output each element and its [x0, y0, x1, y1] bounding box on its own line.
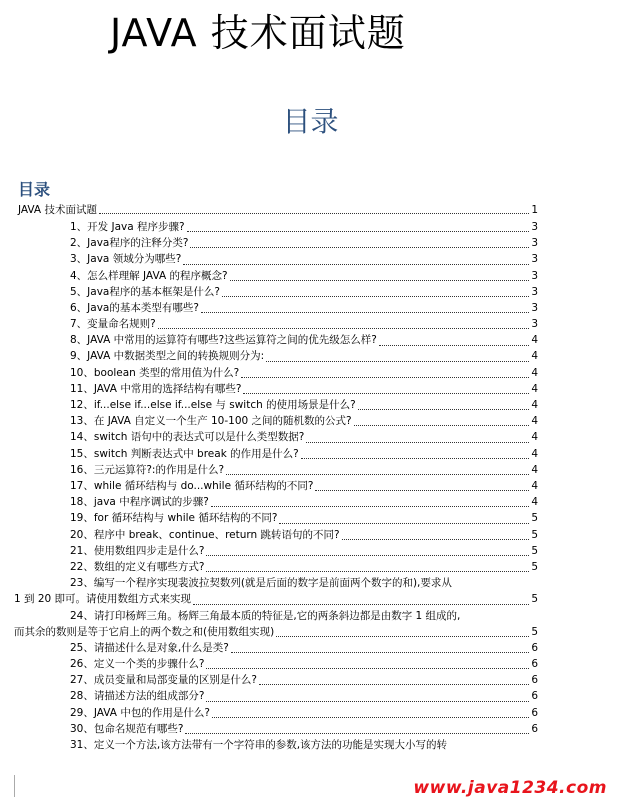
dot-leader — [231, 652, 530, 653]
dot-leader — [226, 474, 529, 475]
dot-leader — [306, 442, 529, 443]
toc-page-number: 4 — [531, 350, 538, 363]
dot-leader — [211, 506, 530, 507]
toc-entry-text: 15、switch 判断表达式中 break 的作用是什么? — [70, 447, 299, 460]
dot-leader — [187, 231, 530, 232]
toc-entry[interactable] — [70, 559, 538, 575]
toc-entry-text: 26、定义一个类的步骤什么? — [70, 658, 205, 671]
toc-entry-text-continued: 而其余的数则是等于它肩上的两个数之和(使用数组实现) — [14, 625, 275, 638]
toc-page-number: 4 — [531, 366, 538, 379]
toc-entry-text: 16、三元运算符?:的作用是什么? — [70, 463, 225, 476]
dot-leader — [222, 296, 529, 297]
toc-entry[interactable] — [70, 478, 538, 494]
dot-leader — [212, 717, 529, 718]
toc-entry-text: 24、请打印杨辉三角。杨辉三角最本质的特征是,它的两条斜边都是由数字 1 组成的, — [70, 609, 461, 622]
toc-entry-continuation — [14, 624, 538, 640]
dot-leader — [342, 539, 530, 540]
toc-entry-text: 27、成员变量和局部变量的区别是什么? — [70, 674, 257, 687]
dot-leader — [201, 312, 529, 313]
toc-page-number: 5 — [531, 625, 538, 638]
dot-leader — [266, 361, 529, 362]
dot-leader — [379, 345, 530, 346]
toc-entry[interactable] — [70, 284, 538, 300]
toc-entry-text: 31、定义一个方法,该方法带有一个字符串的参数,该方法的功能是实现大小写的转 — [70, 739, 448, 752]
toc-entry[interactable] — [70, 219, 538, 235]
dot-leader — [190, 247, 529, 248]
toc-page-number: 4 — [531, 431, 538, 444]
toc-entry-text: 9、JAVA 中数据类型之间的转换规则分为: — [70, 350, 265, 363]
toc-page-number: 5 — [531, 512, 538, 525]
dot-leader — [206, 571, 529, 572]
toc-entry-continuation — [14, 591, 538, 607]
dot-leader — [206, 701, 529, 702]
dot-leader — [301, 458, 530, 459]
toc-entry[interactable] — [70, 705, 538, 721]
toc-entry-text: 5、Java程序的基本框架是什么? — [70, 285, 220, 298]
toc-page-number: 6 — [531, 674, 538, 687]
toc-page-number: 4 — [531, 382, 538, 395]
document-title: JAVA 技术面试题 — [110, 11, 406, 55]
dot-leader — [185, 733, 529, 734]
toc-page-number: 6 — [531, 690, 538, 703]
toc-entry-text: 29、JAVA 中包的作用是什么? — [70, 706, 210, 719]
toc-entry[interactable] — [70, 365, 538, 381]
toc-entry-text: 23、编写一个程序实现裴波拉契数列(就是后面的数字是前面两个数字的和),要求从 — [70, 577, 452, 590]
toc-page-number: 4 — [531, 334, 538, 347]
toc-entry-text: 22、数组的定义有哪些方式? — [70, 560, 205, 573]
dot-leader — [206, 668, 529, 669]
toc-page-number: 3 — [531, 220, 538, 233]
toc-entry-text: 4、怎么样理解 JAVA 的程序概念? — [70, 269, 228, 282]
toc-entry[interactable] — [70, 349, 538, 365]
toc-entry-text: 25、请描述什么是对象,什么是类? — [70, 641, 229, 654]
toc-entry[interactable] — [70, 640, 538, 656]
dot-leader — [259, 684, 529, 685]
toc-entry-text-continued: 1 到 20 即可。请使用数组方式来实现 — [14, 593, 192, 606]
toc-page-number: 5 — [531, 544, 538, 557]
toc-page-number: 5 — [531, 593, 538, 606]
toc-entry[interactable] — [70, 429, 538, 445]
toc-entry-text: 20、程序中 break、continue、return 跳转语句的不同? — [70, 528, 340, 541]
dot-leader — [158, 328, 530, 329]
toc-entry-text: 3、Java 领域分为哪些? — [70, 253, 182, 266]
toc-entry[interactable] — [70, 510, 538, 526]
dot-leader — [276, 636, 529, 637]
toc-entry[interactable] — [70, 672, 538, 688]
toc-page-number: 3 — [531, 285, 538, 298]
toc-entry-text: 8、JAVA 中常用的运算符有哪些?这些运算符之间的优先级怎么样? — [70, 334, 377, 347]
toc-entry[interactable] — [14, 575, 538, 607]
toc-entry[interactable] — [70, 446, 538, 462]
toc-list — [14, 219, 538, 753]
toc-entry-text: 10、boolean 类型的常用值为什么? — [70, 366, 240, 379]
toc-page-number: 4 — [531, 415, 538, 428]
toc-title: 目录 — [282, 105, 339, 138]
toc-heading: 目录 — [18, 180, 51, 199]
toc-page-number: 5 — [531, 528, 538, 541]
dot-leader — [279, 523, 529, 524]
toc-page-number: 3 — [531, 269, 538, 282]
dot-leader — [243, 393, 529, 394]
toc-entry-text: 28、请描述方法的组成部分? — [70, 690, 205, 703]
dot-leader — [241, 377, 529, 378]
dot-leader — [193, 604, 529, 605]
toc-page-number: 4 — [531, 496, 538, 509]
dot-leader — [315, 490, 529, 491]
toc-entry-text: JAVA 技术面试题 — [18, 204, 97, 216]
toc-entry[interactable] — [70, 235, 538, 251]
toc-page-number: 6 — [531, 706, 538, 719]
toc-entry-text: 12、if...else if...else if...else 与 switch 的使用场景是什么? — [70, 399, 356, 412]
toc-entry[interactable] — [70, 688, 538, 704]
margin-mark — [14, 775, 15, 797]
toc-page-number: 3 — [531, 237, 538, 250]
dot-leader — [230, 280, 530, 281]
toc-entry-text: 18、java 中程序调试的步骤? — [70, 496, 209, 509]
toc-entry[interactable] — [70, 251, 538, 267]
toc-page-number: 6 — [531, 641, 538, 654]
toc-entry-text: 19、for 循环结构与 while 循环结构的不同? — [70, 512, 278, 525]
toc-page-number: 4 — [531, 479, 538, 492]
toc-entry[interactable] — [70, 381, 538, 397]
toc-page-number: 6 — [531, 658, 538, 671]
toc-entry-text: 7、变量命名规则? — [70, 318, 156, 331]
dot-leader — [358, 409, 530, 410]
toc-entry-text: 6、Java的基本类型有哪些? — [70, 301, 199, 314]
toc-page-number: 4 — [531, 463, 538, 476]
toc-page-number: 3 — [531, 253, 538, 266]
toc-entry[interactable] — [70, 737, 538, 753]
toc-entry[interactable] — [70, 413, 538, 429]
site-watermark: www.java1234.com — [413, 778, 607, 798]
toc-page-number: 3 — [531, 301, 538, 314]
dot-leader — [99, 213, 529, 214]
toc-entry[interactable] — [70, 721, 538, 737]
toc-page-number: 5 — [531, 560, 538, 573]
toc-entry[interactable] — [70, 332, 538, 348]
toc-page-number: 3 — [531, 318, 538, 331]
toc-entry-top[interactable] — [18, 203, 538, 217]
dot-leader — [206, 555, 529, 556]
dot-leader — [354, 425, 530, 426]
toc-entry[interactable] — [70, 300, 538, 316]
toc-entry[interactable] — [70, 316, 538, 332]
toc-entry-text: 17、while 循环结构与 do...while 循环结构的不同? — [70, 479, 314, 492]
toc-entry[interactable] — [70, 494, 538, 510]
toc-entry[interactable] — [70, 397, 538, 413]
toc-entry-text: 13、在 JAVA 自定义一个生产 10-100 之间的随机数的公式? — [70, 415, 352, 428]
toc-entry-text: 21、使用数组四步走是什么? — [70, 544, 205, 557]
toc-entry-text: 30、包命名规范有哪些? — [70, 722, 184, 735]
toc-entry[interactable] — [70, 268, 538, 284]
toc-page-number: 6 — [531, 722, 538, 735]
toc-page-number: 4 — [531, 447, 538, 460]
toc-entry[interactable] — [70, 656, 538, 672]
toc-entry-text: 11、JAVA 中常用的选择结构有哪些? — [70, 382, 242, 395]
toc-entry[interactable] — [70, 543, 538, 559]
toc-entry[interactable] — [70, 462, 538, 478]
toc-entry[interactable] — [70, 527, 538, 543]
toc-entry-text: 2、Java程序的注释分类? — [70, 237, 189, 250]
toc-page-number: 1 — [531, 204, 538, 216]
toc-page-number: 4 — [531, 399, 538, 412]
toc-entry-text: 1、开发 Java 程序步骤? — [70, 220, 185, 233]
dot-leader — [183, 264, 529, 265]
toc-entry[interactable] — [14, 608, 538, 640]
toc-entry-text: 14、switch 语句中的表达式可以是什么类型数据? — [70, 431, 305, 444]
